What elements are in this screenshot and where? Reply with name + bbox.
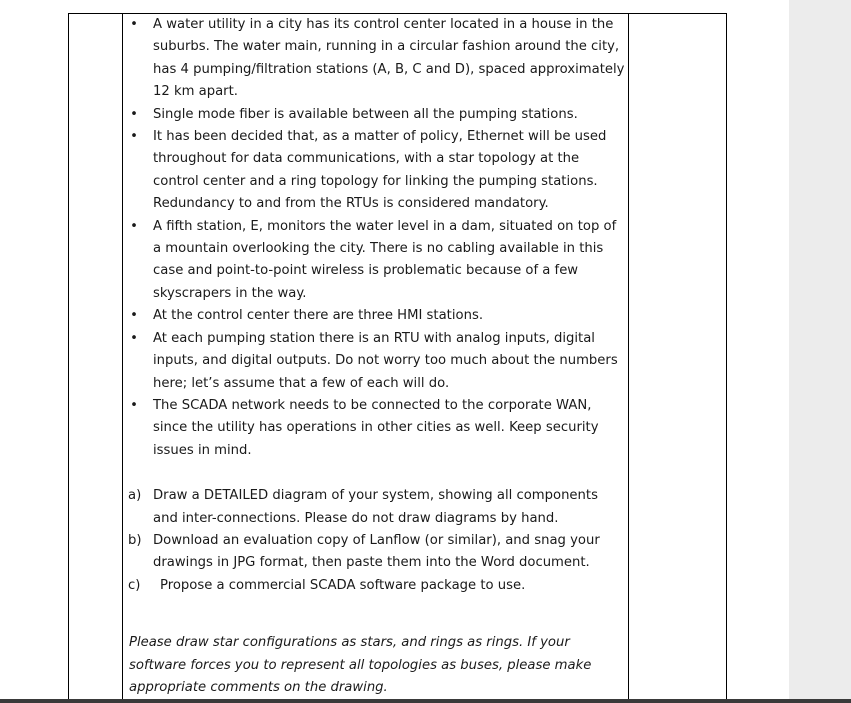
bullet-text: It has been decided that, as a matter of policy, Ethernet will be used throughout for data communications, with a star topology at the control center and a ring topology for linking the pumping stations. Redundancy to and from the RTUs is considered mandatory. (153, 129, 607, 212)
task-marker: c) (128, 577, 141, 593)
bullet-text: At the control center there are three HMI stations. (153, 308, 484, 324)
bullet-text: The SCADA network needs to be connected to the corporate WAN, since the utility has operations in other cities as well. Keep security issues in mind. (153, 397, 599, 458)
task-text: Propose a commercial SCADA software package to use. (160, 577, 526, 593)
list-item (127, 104, 625, 126)
task-marker: a) (128, 488, 142, 504)
task-item (127, 485, 625, 530)
assignment-cell (127, 14, 625, 699)
spacer (127, 597, 625, 632)
table-column-divider (628, 13, 629, 699)
bullet-icon: • (130, 330, 138, 346)
task-text: Download an evaluation copy of Lanflow (or similar), and snag your drawings in JPG format, then paste them into the Word document. (153, 532, 600, 571)
list-item (127, 395, 625, 462)
bullet-icon: • (130, 17, 138, 32)
spacer (127, 462, 625, 485)
list-item (127, 328, 625, 395)
bullet-text: Single mode fiber is available between all the pumping stations. (153, 106, 578, 122)
list-item (127, 14, 625, 104)
list-item (127, 216, 625, 306)
bullet-icon: • (130, 106, 138, 122)
window-margin (789, 0, 851, 703)
requirements-list (127, 14, 625, 462)
task-text: Draw a DETAILED diagram of your system, showing all components and inter-connections. Please do not draw diagrams by hand. (153, 488, 598, 526)
table-border-right (726, 13, 727, 699)
bullet-text: A fifth station, E, monitors the water level in a dam, situated on top of a mountain overlooking the city. There is no cabling available in this case and point-to-point wireless is problematic because of a few skyscrapers in the way. (153, 218, 617, 301)
window-bottom-edge (0, 699, 851, 703)
drawing-note: Please draw star configurations as stars, and rings as rings. If your software forces you to represent all topologies as buses, please make appropriate comments on the drawing. (129, 635, 592, 695)
bullet-icon: • (130, 218, 138, 234)
table-border-left (68, 13, 69, 699)
list-item (127, 305, 625, 327)
bullet-text: At each pumping station there is an RTU with analog inputs, digital inputs, and digital outputs. Do not worry too much about the numbers here; let’s assume that a few of each will do. (153, 330, 618, 391)
list-item (127, 126, 625, 216)
bullet-text: A water utility in a city has its control center located in a house in the suburbs. The water main, running in a circular fashion around the city, has 4 pumping/filtration stations (A, B, C and D), spaced approximately 12 km apart. (153, 17, 625, 100)
bullet-icon: • (130, 397, 138, 413)
task-item (127, 530, 625, 575)
bullet-icon: • (130, 308, 138, 324)
task-marker: b) (128, 532, 142, 548)
bullet-icon: • (130, 129, 138, 145)
task-list (127, 485, 625, 597)
task-item (127, 575, 625, 597)
table-column-divider (122, 13, 123, 699)
